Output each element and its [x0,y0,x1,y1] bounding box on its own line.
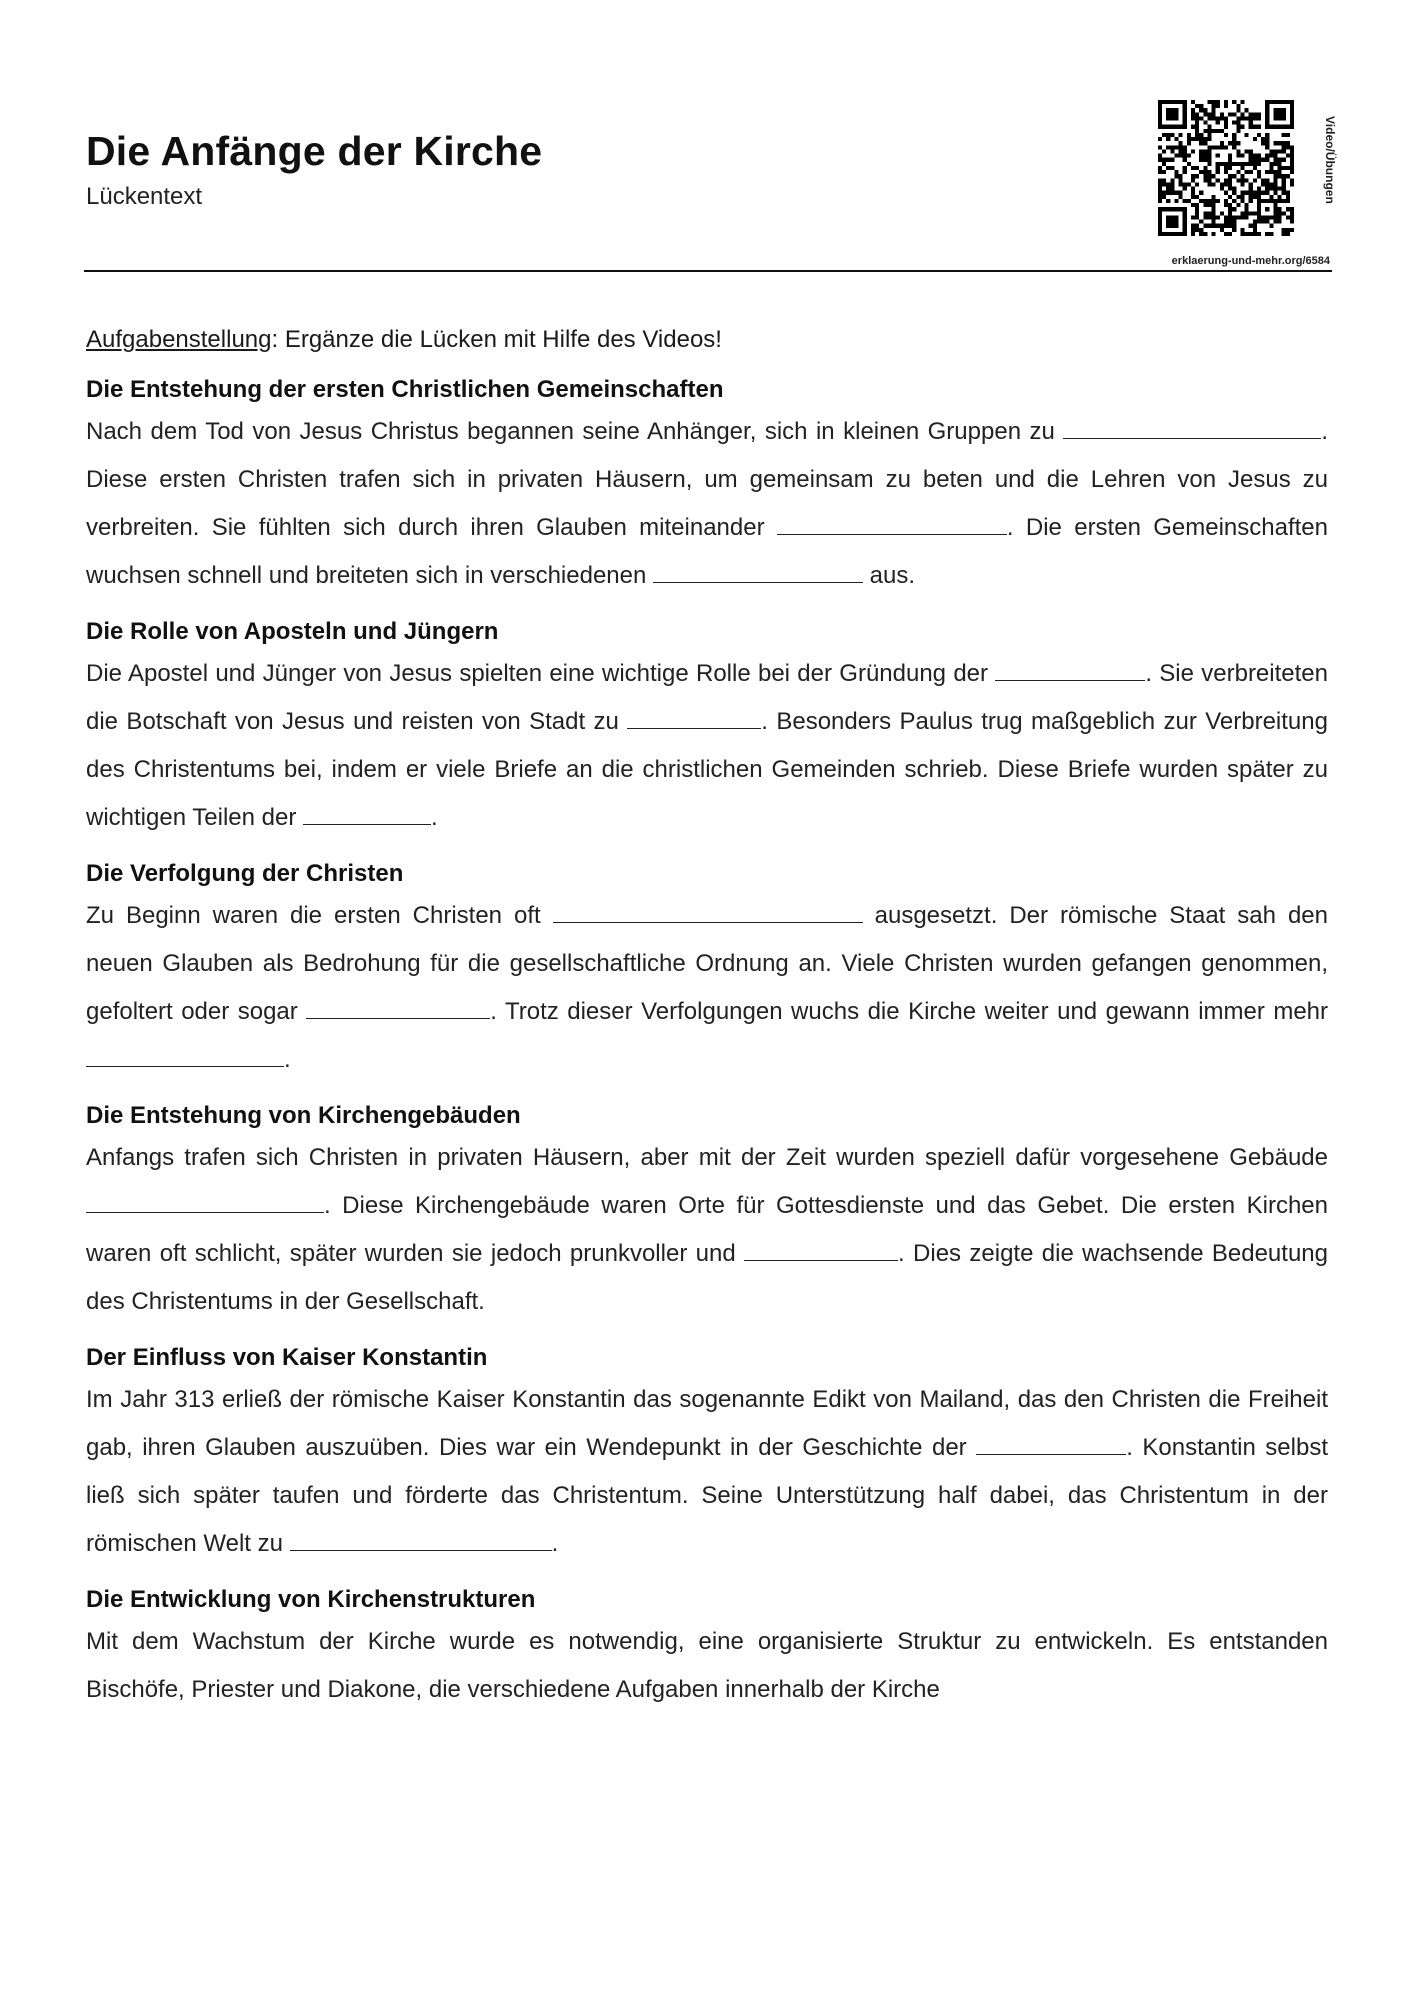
paragraph-text: . [431,804,438,831]
paragraph-text: . [284,1046,291,1073]
paragraph-text: . Diese ersten Christen trafen sich in privaten Häusern, um gemeinsam zu beten und die Lehren von Jesus zu verbreiten. Sie fühlten sich durch ihren Glauben miteinander [86,418,1328,541]
paragraph-text: . Konstantin selbst ließ sich später taufen und förderte das Christentum. Seine Unterstützung half dabei, das Christentum in der römischen Welt zu [86,1434,1329,1557]
section [86,1582,1328,1714]
paragraph-text: . Diese Kirchengebäude waren Orte für Gottesdienste und das Gebet. Die ersten Kirchen waren oft schlicht, später wurden sie jedoch prunkvoller und [86,1192,1328,1267]
blank-line[interactable] [777,512,1007,535]
header-divider [84,270,1332,272]
paragraph-text: Nach dem Tod von Jesus Christus begannen seine Anhänger, sich in kleinen Gruppen zu [86,418,1064,445]
paragraph-text: Im Jahr 313 erließ der römische Kaiser Konstantin das sogenannte Edikt von Mailand, das den Christen die Freiheit gab, ihren Glauben auszuüben. Dies war ein Wendepunkt in der Geschichte der [86,1386,1328,1461]
section-paragraph [86,408,1328,600]
blank-line[interactable] [306,996,490,1019]
section-paragraph [86,650,1328,842]
paragraph-text: . Trotz dieser Verfolgungen wuchs die Kirche weiter und gewann immer mehr [490,998,1329,1025]
paragraph-text: Anfangs trafen sich Christen in privaten Häusern, aber mit der Zeit wurden speziell dafür vorgesehene Gebäude [86,1144,1328,1171]
section-paragraph [86,1618,1328,1714]
section [86,614,1328,842]
section-heading: Die Entwicklung von Kirchenstrukturen [86,1586,536,1613]
blank-line[interactable] [553,900,863,923]
source-url: erklaerung-und-mehr.org/6584 [1171,255,1330,267]
blank-line[interactable] [303,802,431,825]
task-instruction [86,322,1328,358]
task-label: Aufgabenstellung [86,326,272,353]
blank-line[interactable] [995,658,1145,681]
section-heading: Der Einfluss von Kaiser Konstantin [86,1344,488,1371]
section-list [86,372,1328,1714]
section-heading: Die Entstehung der ersten Christlichen Gemeinschaften [86,376,724,403]
blank-line[interactable] [653,560,863,583]
paragraph-text: . [551,1530,559,1557]
blank-line[interactable] [290,1528,552,1551]
paragraph-text: Mit dem Wachstum der Kirche wurde es notwendig, eine organisierte Struktur zu entwickeln. Es entstanden Bischöfe, Priester und Diakone, die verschiedene Aufgaben innerhalb der Kirche [86,1628,1328,1703]
section [86,1098,1328,1326]
paragraph-text: . Besonders Paulus trug maßgeblich zur Verbreitung des Christentums bei, indem er viele Briefe an die christlichen Gemeinden schrieb. Diese Briefe wurden später zu wichtigen Teilen der [86,708,1328,831]
blank-line[interactable] [86,1044,284,1067]
section-heading: Die Entstehung von Kirchengebäuden [86,1102,521,1129]
paragraph-text: aus. [863,562,916,589]
section-heading: Die Verfolgung der Christen [86,860,404,887]
paragraph-text: Die Apostel und Jünger von Jesus spielten eine wichtige Rolle bei der Gründung der [86,660,996,687]
blank-line[interactable] [86,1190,324,1213]
paragraph-text: Zu Beginn waren die ersten Christen oft [86,902,553,929]
blank-line[interactable] [744,1238,898,1261]
section [86,856,1328,1084]
section-paragraph [86,1376,1328,1568]
section [86,372,1328,600]
section-heading: Die Rolle von Aposteln und Jüngern [86,618,499,645]
blank-line[interactable] [976,1432,1126,1455]
blank-line[interactable] [1063,416,1321,439]
page-subtitle: Lückentext [86,183,203,210]
section [86,1340,1328,1568]
page-title: Die Anfänge der Kirche [86,128,543,174]
section-paragraph [86,892,1328,1084]
worksheet-content [86,322,1328,1728]
paragraph-text: . Die ersten Gemeinschaften wuchsen schnell und breiteten sich in verschiedenen [86,514,1329,589]
paragraph-text: . Sie verbreiteten die Botschaft von Jesus und reisten von Stadt zu [86,660,1328,735]
blank-line[interactable] [627,706,761,729]
paragraph-text: . Dies zeigte die wachsende Bedeutung des Christentums in der Gesellschaft. [86,1240,1328,1315]
paragraph-text: ausgesetzt. Der römische Staat sah den neuen Glauben als Bedrohung für die gesellschaftliche Ordnung an. Viele Christen wurden gefangen genommen, gefoltert oder sogar [86,902,1329,1025]
qr-code-icon[interactable] [1158,100,1294,236]
section-paragraph [86,1134,1328,1326]
qr-side-label: Video/Übungen [1323,116,1337,204]
task-text: : Ergänze die Lücken mit Hilfe des Videos! [271,326,722,353]
